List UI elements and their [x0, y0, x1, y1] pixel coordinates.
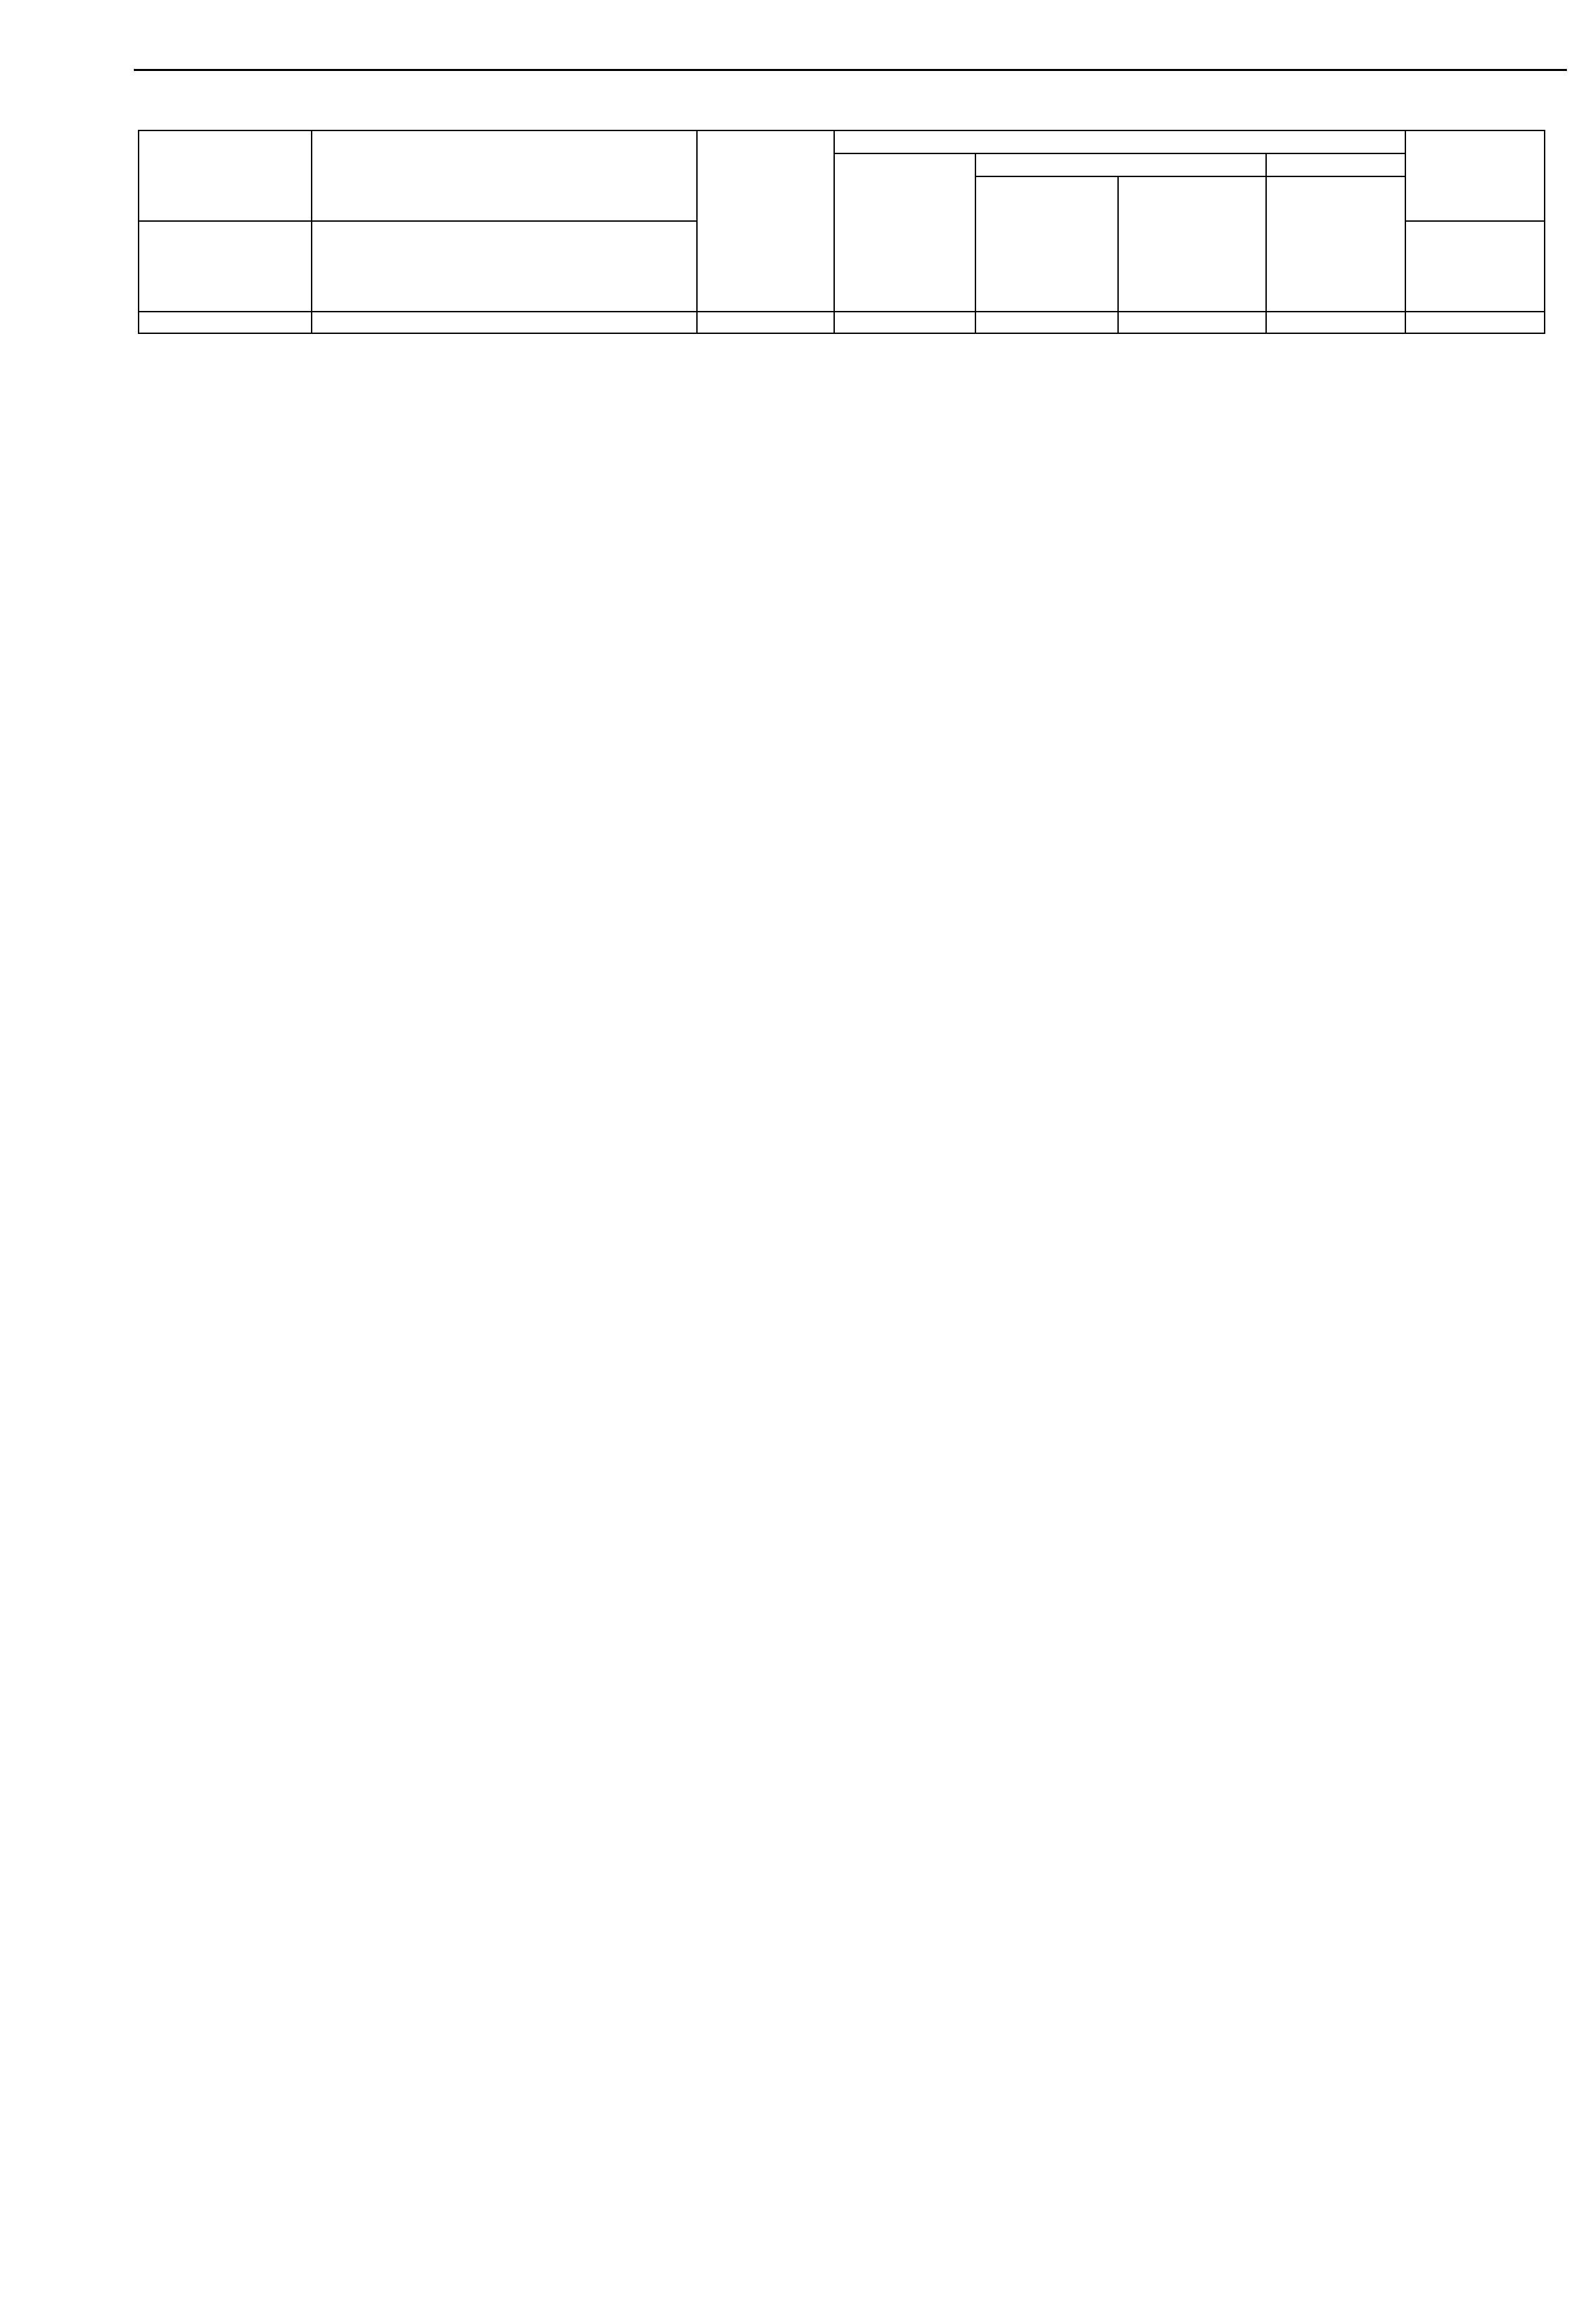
header-name-top: [312, 216, 696, 222]
header-materials: [1266, 153, 1405, 176]
header-labor-pay: [834, 153, 975, 312]
rates-document: [138, 130, 1544, 334]
column-number: [139, 312, 312, 333]
column-number: [975, 312, 1118, 333]
header-machinist-pay: [1118, 176, 1266, 312]
table-header: [139, 130, 1545, 333]
header-codes-top: [139, 216, 311, 222]
page-header: [134, 62, 1567, 71]
rates-table: [138, 130, 1545, 334]
header-labor-mass: [1405, 130, 1545, 312]
column-number: [697, 312, 834, 333]
column-number: [312, 312, 697, 333]
header-machines-total: [975, 176, 1118, 312]
column-number: [1118, 312, 1266, 333]
header-machines: [975, 153, 1266, 176]
column-numbers-row: [139, 312, 1545, 333]
header-materials-unaccounted: [1266, 176, 1405, 312]
column-number: [834, 312, 975, 333]
header-direct-costs: [697, 130, 834, 312]
header-labor-costs: [1406, 216, 1544, 222]
header-incl: [834, 130, 1405, 153]
header-name: [312, 130, 697, 312]
header-codes: [139, 130, 312, 312]
column-number: [1405, 312, 1545, 333]
column-number: [1266, 312, 1405, 333]
